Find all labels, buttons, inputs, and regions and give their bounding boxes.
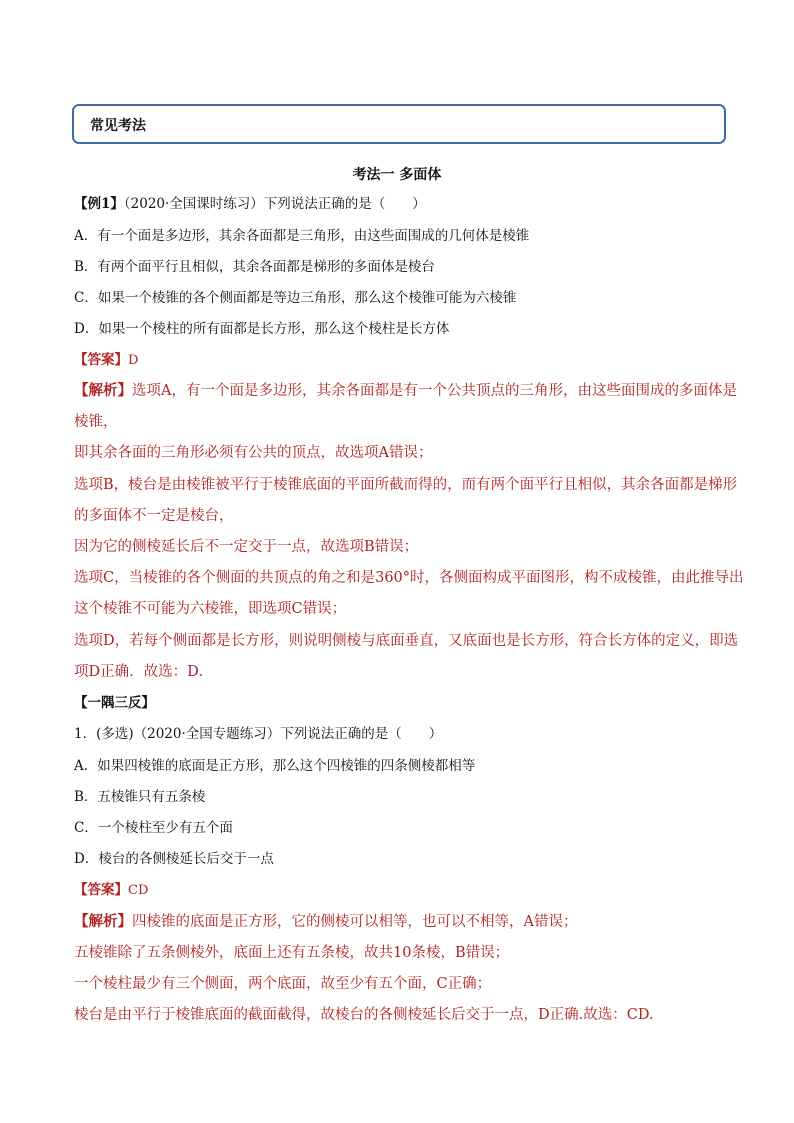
practice-answer: CD bbox=[128, 883, 149, 898]
example-option-a: A．有一个面是多边形，其余各面都是三角形，由这些面围成的几何体是棱锥 bbox=[74, 228, 530, 244]
example-analysis-line: 选项D，若每个侧面都是长方形，则说明侧棱与底面垂直，又底面也是长方形，符合长方体的定义，即选 bbox=[74, 633, 739, 649]
example-question-line bbox=[74, 195, 426, 213]
example-analysis-line: 这个棱锥不可能为六棱锥，即选项C错误； bbox=[74, 601, 347, 617]
practice-tag: 【一隅三反】 bbox=[74, 695, 155, 711]
method-title: 考法一 多面体 bbox=[352, 167, 442, 183]
example-analysis-tag: 【解析】 bbox=[74, 382, 132, 399]
example-option-d: D．如果一个棱柱的所有面都是长方形，那么这个棱柱是长方体 bbox=[74, 321, 450, 337]
practice-analysis-tag: 【解析】 bbox=[74, 913, 132, 930]
practice-option-b: B．五棱锥只有五条棱 bbox=[74, 789, 206, 805]
example-answer-tag: 【答案】 bbox=[74, 352, 128, 368]
practice-question: 1．(多选)（2020·全国专题练习）下列说法正确的是（ ） bbox=[74, 726, 443, 742]
section-title: 常见考法 bbox=[90, 118, 146, 134]
section-header-box bbox=[72, 104, 726, 144]
example-analysis-line: 选项B，棱台是由棱锥被平行于棱锥底面的平面所截而得的，而有两个面平行且相似，其余各面都是梯形 bbox=[74, 477, 738, 493]
example-analysis-line: 项D正确．故选：D． bbox=[74, 664, 214, 680]
example-analysis-line: 因为它的侧棱延长后不一定交于一点，故选项B错误； bbox=[74, 539, 419, 555]
example-analysis-line: 棱锥， bbox=[74, 414, 118, 430]
practice-analysis-line: 棱台是由平行于棱锥底面的截面截得，故棱台的各侧棱延长后交于一点，D正确.故选：CD. bbox=[74, 1007, 654, 1023]
practice-analysis-line: 一个棱柱最少有三个侧面，两个底面，故至少有五个面，C正确； bbox=[74, 976, 492, 992]
example-option-b: B．有两个面平行且相似，其余各面都是梯形的多面体是棱台 bbox=[74, 259, 435, 275]
practice-analysis-line bbox=[74, 913, 577, 931]
example-analysis-line bbox=[74, 382, 737, 400]
example-answer: D bbox=[128, 353, 139, 368]
practice-analysis-line: 五棱锥除了五条侧棱外，底面上还有五条棱，故共10条棱，B错误； bbox=[74, 945, 510, 961]
example-tag: 【例1】 bbox=[74, 196, 124, 212]
practice-option-a: A．如果四棱锥的底面是正方形，那么这个四棱锥的四条侧棱都相等 bbox=[74, 758, 476, 774]
practice-answer-line bbox=[74, 881, 148, 900]
practice-option-c: C．一个棱柱至少有五个面 bbox=[74, 820, 233, 836]
example-analysis-line: 的多面体不一定是棱台， bbox=[74, 508, 234, 524]
example-analysis-line: 选项C，当棱锥的各个侧面的共顶点的角之和是360°时，各侧面构成平面图形，构不成棱锥，由此推导出 bbox=[74, 570, 744, 586]
example-answer-line bbox=[74, 351, 138, 370]
example-option-c: C．如果一个棱锥的各个侧面都是等边三角形，那么这个棱锥可能为六棱锥 bbox=[74, 290, 517, 306]
example-question: （2020·全国课时练习）下列说法正确的是（ ） bbox=[123, 196, 426, 212]
practice-analysis-text: 四棱锥的底面是正方形，它的侧棱可以相等，也可以不相等，A错误； bbox=[132, 914, 578, 930]
practice-option-d: D．棱台的各侧棱延长后交于一点 bbox=[74, 851, 274, 867]
example-analysis-text: 选项A，有一个面是多边形，其余各面都是有一个公共顶点的三角形，由这些面围成的多面体是 bbox=[132, 383, 737, 399]
practice-answer-tag: 【答案】 bbox=[74, 882, 128, 898]
example-analysis-line: 即其余各面的三角形必须有公共的顶点，故选项A错误； bbox=[74, 445, 433, 461]
